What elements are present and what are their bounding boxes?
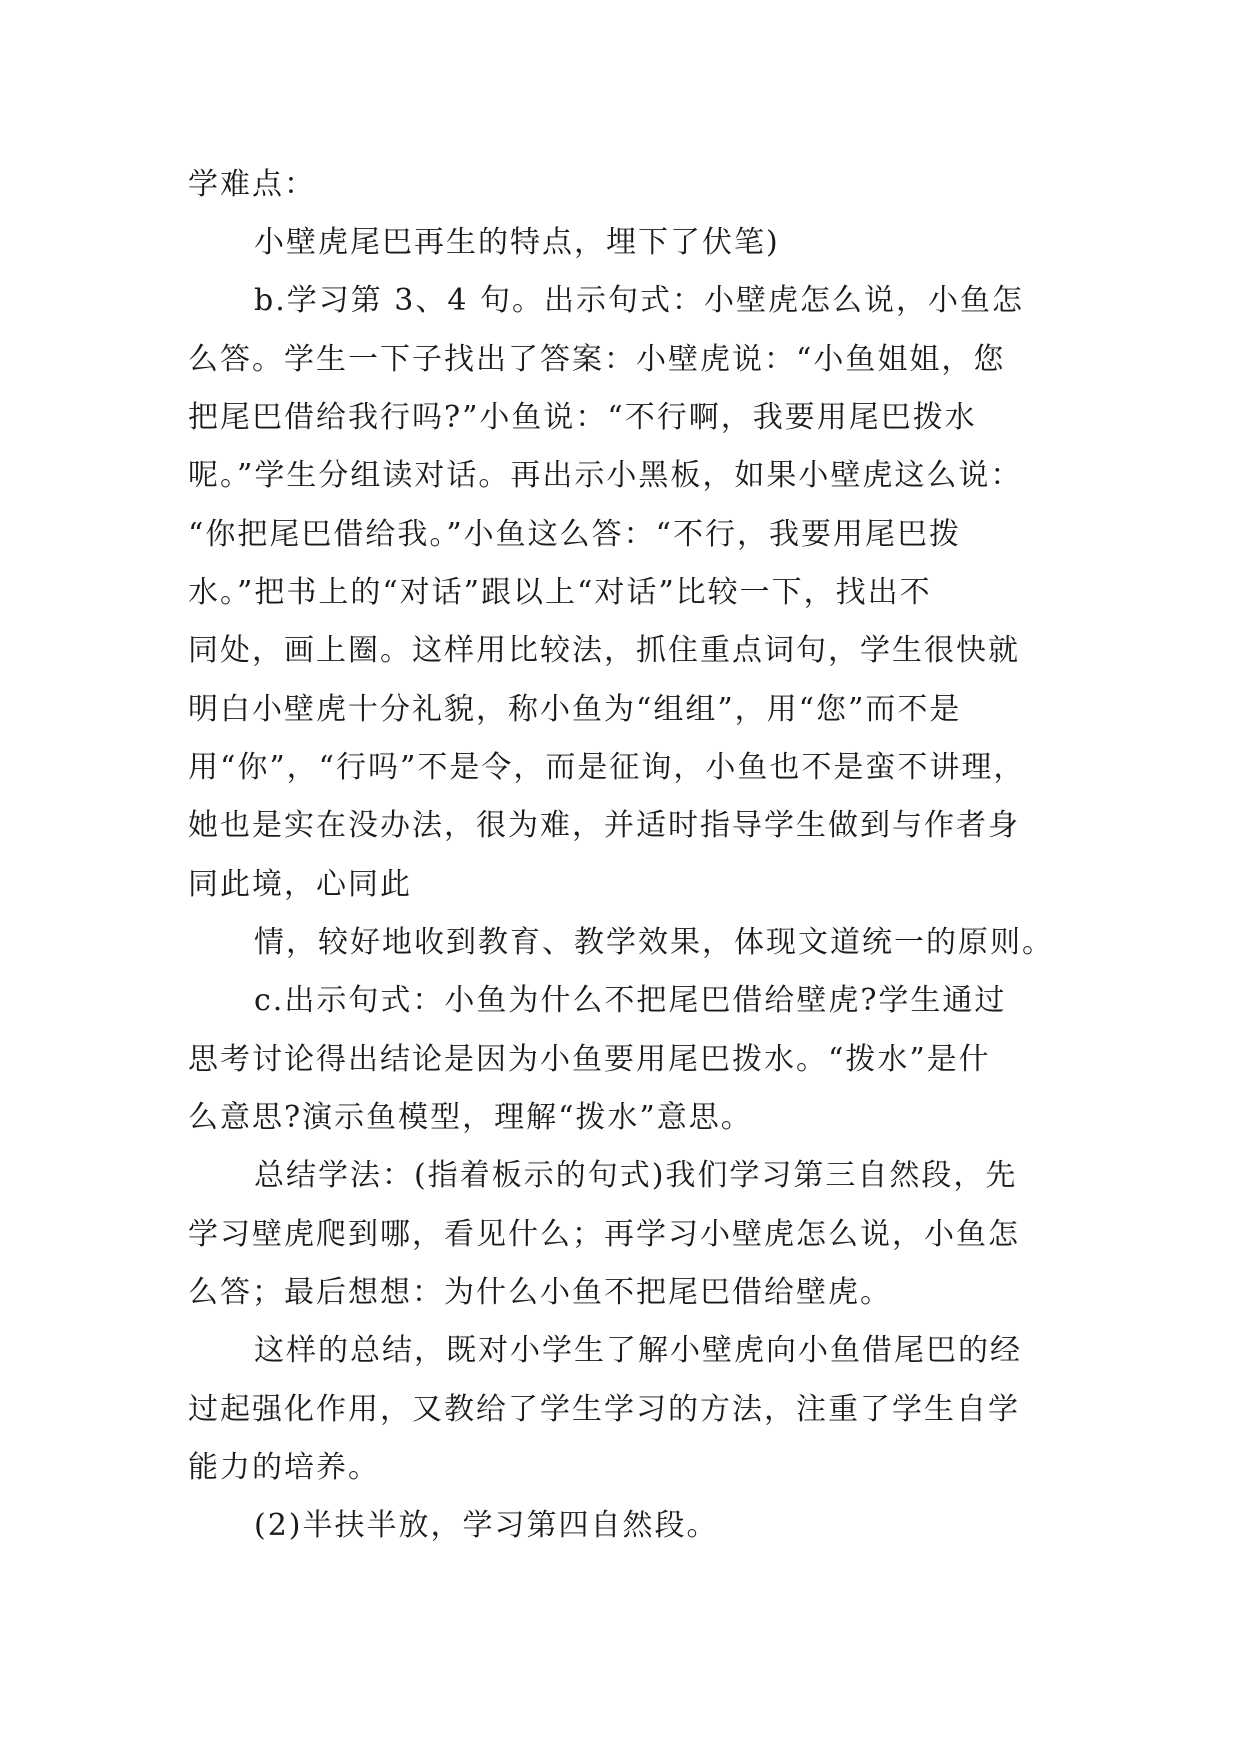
text-line: 同此境，心同此	[188, 867, 412, 902]
text-line: 把尾巴借给我行吗?”小鱼说：“不行啊，我要用尾巴拨水	[188, 400, 977, 435]
text-line: c.出示句式：小鱼为什么不把尾巴借给壁虎?学生通过	[254, 983, 1007, 1018]
text-line: 呢。”学生分组读对话。再出示小黑板，如果小壁虎这么说：	[188, 458, 1023, 493]
text-line: 总结学法：(指着板示的句式)我们学习第三自然段，先	[254, 1158, 1018, 1193]
text-line: 过起强化作用，又教给了学生学习的方法，注重了学生自学	[188, 1392, 1020, 1427]
text-line: 同处，画上圈。这样用比较法，抓住重点词句，学生很快就	[188, 633, 1020, 668]
text-line: 能力的培养。	[188, 1450, 380, 1485]
text-line: 用“你”，“行吗”不是令，而是征询，小鱼也不是蛮不讲理，	[188, 750, 1026, 785]
text-line: 学习壁虎爬到哪，看见什么；再学习小壁虎怎么说，小鱼怎	[188, 1217, 1020, 1252]
text-line: 明白小壁虎十分礼貌，称小鱼为“组组”，用“您”而不是	[188, 692, 962, 727]
text-line: 这样的总结，既对小学生了解小壁虎向小鱼借尾巴的经	[254, 1333, 1022, 1368]
text-line: “你把尾巴借给我。”小鱼这么答：“不行，我要用尾巴拨	[188, 517, 962, 552]
text-line: 么答。学生一下子找出了答案：小壁虎说：“小鱼姐姐，您	[188, 342, 1006, 377]
text-line: 么答；最后想想：为什么小鱼不把尾巴借给壁虎。	[188, 1275, 892, 1310]
text-line: 么意思?演示鱼模型，理解“拨水”意思。	[188, 1100, 753, 1135]
text-line: 思考讨论得出结论是因为小鱼要用尾巴拨水。“拨水”是什	[188, 1042, 991, 1077]
text-line: 情，较好地收到教育、教学效果，体现文道统一的原则。	[254, 925, 1054, 960]
text-line: 学难点：	[188, 167, 316, 202]
text-line: 小壁虎尾巴再生的特点，埋下了伏笔)	[254, 225, 780, 260]
text-line: 她也是实在没办法，很为难，并适时指导学生做到与作者身	[188, 808, 1020, 843]
text-line: (2)半扶半放，学习第四自然段。	[254, 1508, 719, 1543]
text-line: 水。”把书上的“对话”跟以上“对话”比较一下，找出不	[188, 575, 932, 610]
text-line: b.学习第 3、4 句。出示句式：小壁虎怎么说，小鱼怎	[254, 283, 1024, 318]
